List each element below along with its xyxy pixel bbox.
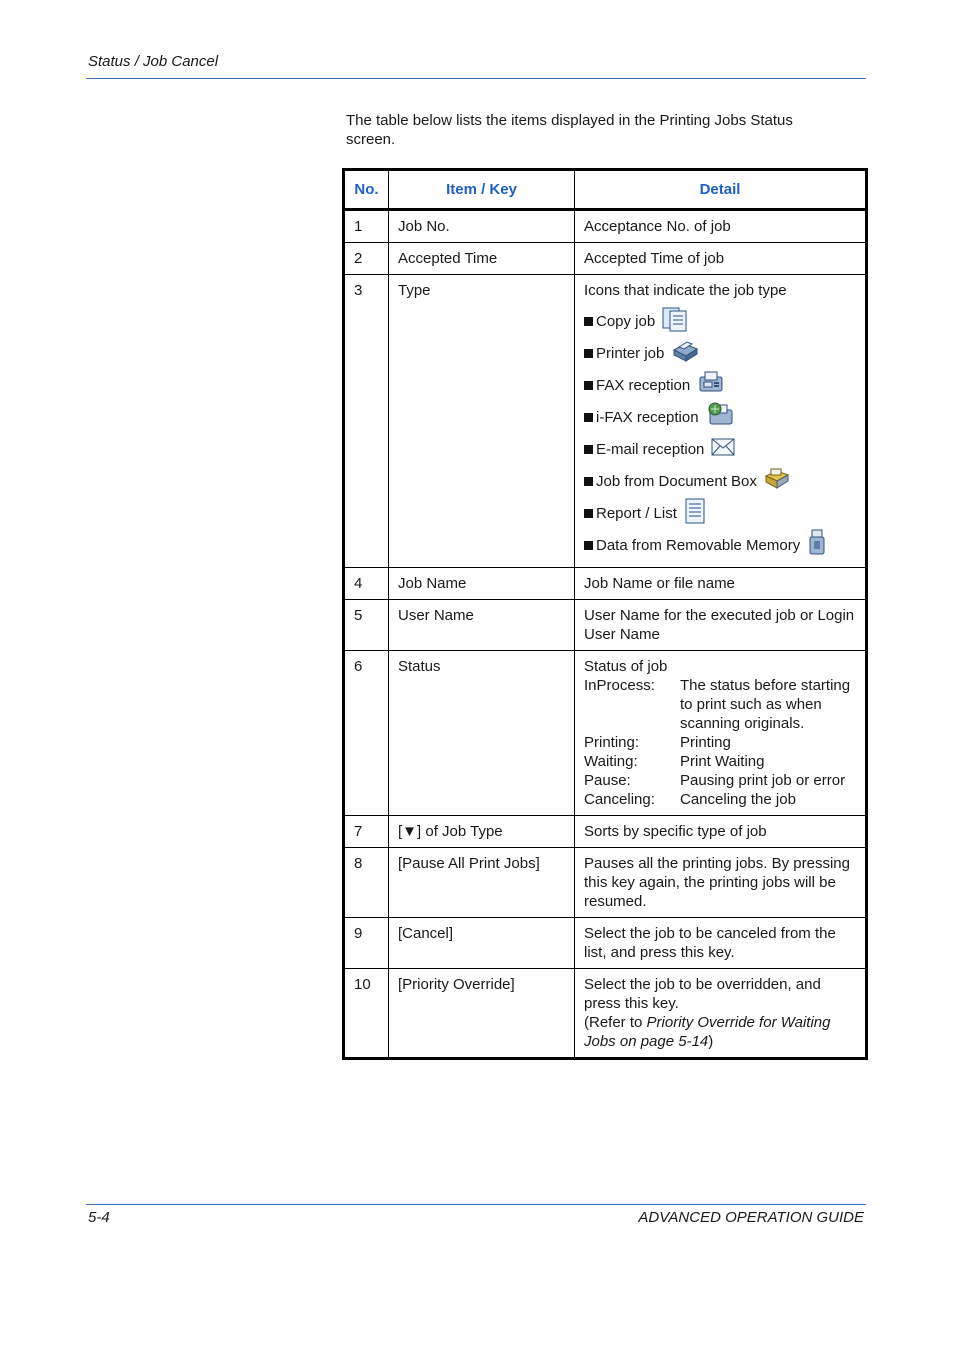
type-label: Data from Removable Memory <box>596 536 801 554</box>
type-copy-job <box>584 305 856 337</box>
table-row <box>344 848 867 918</box>
status-value: Pausing print job or error <box>680 772 846 789</box>
row-detail-status <box>575 651 867 816</box>
status-value: Canceling the job <box>680 791 796 808</box>
row-item: Status <box>389 651 575 816</box>
type-label: E-mail reception <box>596 440 705 458</box>
type-removable-memory <box>584 529 856 561</box>
row-item: Accepted Time <box>389 243 575 275</box>
running-header: Status / Job Cancel <box>88 53 219 70</box>
table-row <box>344 568 867 600</box>
type-label: FAX reception <box>596 376 691 394</box>
row-item: User Name <box>389 600 575 651</box>
email-reception-icon <box>710 436 736 463</box>
ifax-reception-icon <box>705 400 737 435</box>
intro-paragraph: The table below lists the items displayed in the Printing Jobs Status screen. <box>346 112 793 148</box>
row-no: 8 <box>344 848 389 918</box>
type-fax-reception <box>584 369 856 401</box>
status-value: The status before starting to print such as when scanning originals. <box>680 677 851 732</box>
type-label: Copy job <box>596 312 656 330</box>
type-label: Printer job <box>596 344 665 362</box>
priority-detail: Select the job to be overridden, and press this key. <box>584 976 821 1012</box>
type-email-reception <box>584 433 856 465</box>
row-detail-types <box>575 275 867 568</box>
table-row <box>344 243 867 275</box>
row-no: 7 <box>344 816 389 848</box>
row-item: Job No. <box>389 210 575 243</box>
header-rule <box>86 78 866 79</box>
row-detail: User Name for the executed job or Login User Name <box>575 600 867 651</box>
row-no: 9 <box>344 918 389 969</box>
row-no: 6 <box>344 651 389 816</box>
type-label: Report / List <box>596 504 677 522</box>
printing-jobs-status-table <box>342 168 868 1060</box>
type-document-box <box>584 465 856 497</box>
status-list <box>584 676 856 809</box>
table-row <box>344 816 867 848</box>
type-intro: Icons that indicate the job type <box>584 282 787 299</box>
guide-title: ADVANCED OPERATION GUIDE <box>638 1209 864 1226</box>
row-no: 3 <box>344 275 389 568</box>
row-item: Type <box>389 275 575 568</box>
status-key: Waiting: <box>584 753 638 770</box>
bullet-square-icon <box>584 349 593 358</box>
row-detail: Pauses all the printing jobs. By pressing this key again, the printing jobs will be resumed. <box>575 848 867 918</box>
status-value: Print Waiting <box>680 753 765 770</box>
copy-job-icon <box>661 305 689 338</box>
row-detail: Sorts by specific type of job <box>575 816 867 848</box>
status-intro: Status of job <box>584 658 668 675</box>
row-item: [▼] of Job Type <box>389 816 575 848</box>
row-detail: Job Name or file name <box>575 568 867 600</box>
bullet-square-icon <box>584 541 593 550</box>
table-row <box>344 918 867 969</box>
bullet-square-icon <box>584 477 593 486</box>
row-detail: Acceptance No. of job <box>575 210 867 243</box>
table-row <box>344 969 867 1059</box>
status-key: Printing: <box>584 734 640 751</box>
type-printer-job <box>584 337 856 369</box>
row-no: 10 <box>344 969 389 1059</box>
row-item: [Priority Override] <box>389 969 575 1059</box>
document-box-icon <box>763 466 791 497</box>
row-no: 4 <box>344 568 389 600</box>
fax-reception-icon <box>696 369 726 402</box>
printer-job-icon <box>670 338 700 369</box>
page-number: 5-4 <box>88 1209 110 1226</box>
type-label: i-FAX reception <box>596 408 699 426</box>
status-value: Printing <box>680 734 731 751</box>
row-item: [Pause All Print Jobs] <box>389 848 575 918</box>
row-detail-priority <box>575 969 867 1059</box>
ref-suffix: ) <box>708 1033 714 1050</box>
ref-prefix: (Refer to <box>584 1014 647 1031</box>
row-no: 5 <box>344 600 389 651</box>
bullet-square-icon <box>584 381 593 390</box>
row-detail: Accepted Time of job <box>575 243 867 275</box>
table-row <box>344 651 867 816</box>
status-key: InProcess: <box>584 677 655 694</box>
cross-reference-link[interactable]: Priority Override for Waiting Jobs on page 5-14 <box>584 1014 831 1050</box>
table-row <box>344 275 867 568</box>
table-header-row <box>344 170 867 210</box>
header-no: No. <box>344 170 389 210</box>
table-row <box>344 600 867 651</box>
bullet-square-icon <box>584 317 593 326</box>
status-key: Canceling: <box>584 791 655 808</box>
bullet-square-icon <box>584 413 593 422</box>
row-detail: Select the job to be canceled from the list, and press this key. <box>575 918 867 969</box>
type-report-list <box>584 497 856 529</box>
priority-reference <box>584 1013 856 1051</box>
row-no: 2 <box>344 243 389 275</box>
table-row <box>344 210 867 243</box>
row-item: Job Name <box>389 568 575 600</box>
header-detail: Detail <box>575 170 867 210</box>
bullet-square-icon <box>584 445 593 454</box>
header-item-key: Item / Key <box>389 170 575 210</box>
report-list-icon <box>683 497 707 530</box>
status-key: Pause: <box>584 772 631 789</box>
removable-memory-icon <box>806 528 830 563</box>
bullet-square-icon <box>584 509 593 518</box>
footer-rule <box>86 1204 866 1205</box>
row-no: 1 <box>344 210 389 243</box>
type-label: Job from Document Box <box>596 472 757 490</box>
row-item: [Cancel] <box>389 918 575 969</box>
type-ifax-reception <box>584 401 856 433</box>
